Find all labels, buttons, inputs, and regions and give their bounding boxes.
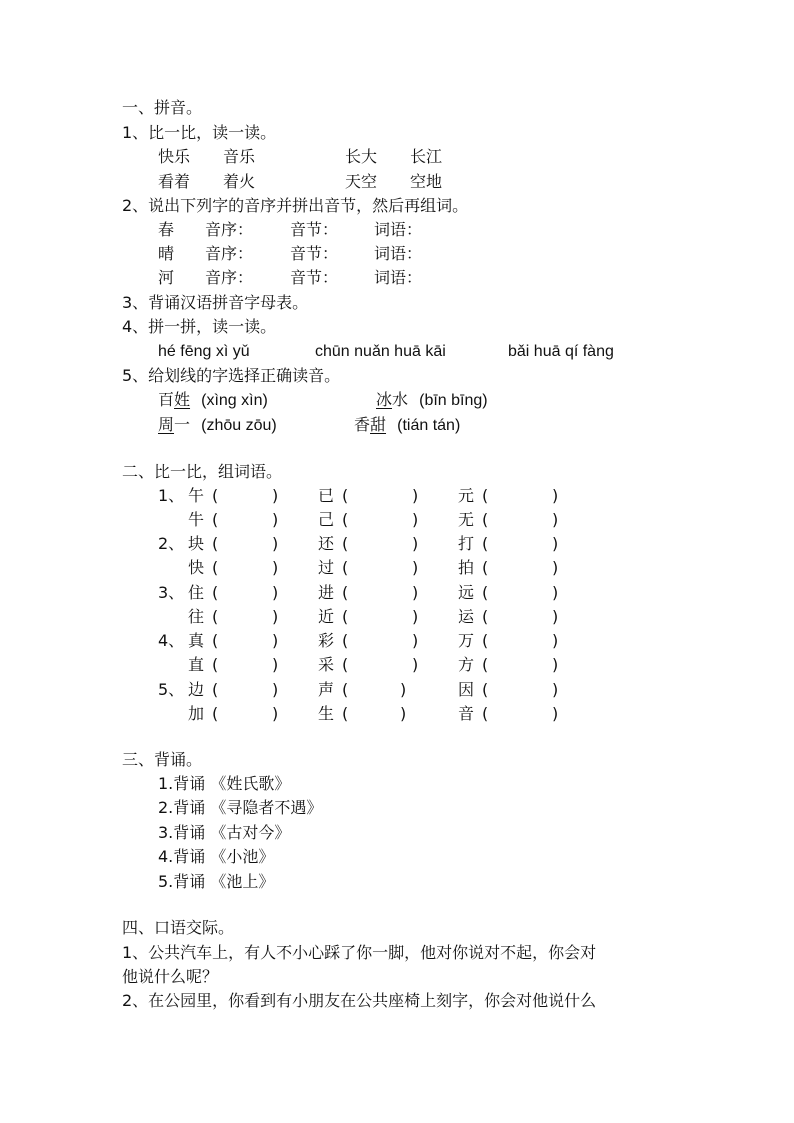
section4-title: 四、口语交际。: [122, 918, 235, 937]
pinyin-phrase: bǎi huā qí fàng: [508, 343, 614, 360]
answer-open-paren: (: [342, 680, 349, 699]
answer-open-paren: (: [342, 510, 349, 529]
q5-item: [158, 390, 268, 411]
answer-open-paren: (: [212, 558, 219, 577]
compare-char: 过: [318, 558, 335, 577]
answer-close-paren: ): [552, 510, 559, 529]
answer-open-paren: (: [212, 631, 219, 650]
q5-underlined-char: 周: [158, 415, 175, 434]
compare-char: 运: [458, 607, 475, 626]
section2-title: 二、比一比，组词语。: [122, 462, 283, 481]
answer-close-paren: ): [412, 510, 419, 529]
compare-char: 住: [188, 583, 205, 602]
recite-item: 4.背诵 《小池》: [158, 847, 275, 866]
answer-open-paren: (: [212, 583, 219, 602]
recite-item: 5.背诵 《池上》: [158, 872, 275, 891]
answer-close-paren: ): [552, 534, 559, 553]
compare-char: 真: [188, 631, 205, 650]
recite-item: 2.背诵 《寻隐者不遇》: [158, 798, 323, 817]
compare-char: 生: [318, 704, 335, 723]
group-number: 2、: [158, 534, 185, 553]
compare-char: 无: [458, 510, 475, 529]
answer-close-paren: ): [552, 607, 559, 626]
answer-open-paren: (: [212, 534, 219, 553]
q4-prompt: 4、拼一拼，读一读。: [122, 317, 277, 336]
answer-close-paren: ): [272, 583, 279, 602]
answer-open-paren: (: [482, 534, 489, 553]
compare-char: 采: [318, 655, 335, 674]
answer-close-paren: ): [552, 680, 559, 699]
q5-options: (xìng xìn): [201, 392, 268, 409]
answer-open-paren: (: [482, 486, 489, 505]
answer-open-paren: (: [212, 704, 219, 723]
q2-label: 音序：: [205, 220, 254, 239]
q1-word: 长大: [345, 147, 378, 166]
answer-open-paren: (: [482, 510, 489, 529]
answer-open-paren: (: [342, 607, 349, 626]
compare-char: 元: [458, 486, 475, 505]
q5-item: [158, 415, 277, 436]
q1-word: 空地: [410, 172, 443, 191]
answer-close-paren: ): [412, 583, 419, 602]
q5-underlined-char: 冰: [376, 390, 393, 409]
answer-open-paren: (: [482, 607, 489, 626]
answer-close-paren: ): [400, 680, 407, 699]
q1-word: 看着: [158, 172, 191, 191]
q2-label: 音节：: [290, 244, 339, 263]
answer-close-paren: ): [272, 534, 279, 553]
q2-label: 词语：: [374, 268, 423, 287]
q1-word: 天空: [345, 172, 378, 191]
compare-char: 已: [318, 486, 335, 505]
q2-label: 词语：: [374, 244, 423, 263]
compare-char: 万: [458, 631, 475, 650]
answer-open-paren: (: [482, 655, 489, 674]
answer-close-paren: ): [552, 558, 559, 577]
answer-open-paren: (: [212, 486, 219, 505]
compare-char: 直: [188, 655, 205, 674]
compare-char: 往: [188, 607, 205, 626]
answer-open-paren: (: [482, 631, 489, 650]
compare-char: 己: [318, 510, 335, 529]
group-number: 5、: [158, 680, 185, 699]
section3-title: 三、背诵。: [122, 750, 203, 769]
compare-char: 远: [458, 583, 475, 602]
q2-label: 词语：: [374, 220, 423, 239]
q2-label: 音节：: [290, 268, 339, 287]
compare-char: 块: [188, 534, 205, 553]
q1-word: 着火: [223, 172, 256, 191]
q3-prompt: 3、背诵汉语拼音字母表。: [122, 293, 309, 312]
answer-close-paren: ): [412, 486, 419, 505]
q5-options: (tián tán): [397, 417, 461, 434]
compare-char: 边: [188, 680, 205, 699]
compare-char: 音: [458, 704, 475, 723]
compare-char: 牛: [188, 510, 205, 529]
q2-char: 晴: [158, 244, 175, 263]
compare-char: 进: [318, 583, 335, 602]
pinyin-phrase: chūn nuǎn huā kāi: [315, 343, 446, 360]
q5-item: [376, 390, 488, 411]
q5-options: (zhōu zōu): [201, 417, 277, 434]
answer-open-paren: (: [212, 510, 219, 529]
answer-open-paren: (: [482, 558, 489, 577]
answer-open-paren: (: [212, 680, 219, 699]
answer-close-paren: ): [412, 631, 419, 650]
section1-title: 一、拼音。: [122, 98, 203, 117]
answer-close-paren: ): [400, 704, 407, 723]
pinyin-phrase: hé fēng xì yǔ: [158, 343, 250, 360]
answer-open-paren: (: [342, 704, 349, 723]
compare-char: 打: [458, 534, 475, 553]
compare-char: 加: [188, 704, 205, 723]
oral-question-1-cont: 他说什么呢？: [122, 967, 219, 986]
q1-word: 音乐: [223, 147, 256, 166]
answer-close-paren: ): [272, 680, 279, 699]
answer-open-paren: (: [342, 583, 349, 602]
q2-label: 音序：: [205, 244, 254, 263]
q5-char: 百: [158, 390, 175, 409]
answer-close-paren: ): [272, 558, 279, 577]
answer-close-paren: ): [272, 631, 279, 650]
compare-char: 拍: [458, 558, 475, 577]
group-number: 4、: [158, 631, 185, 650]
answer-open-paren: (: [342, 631, 349, 650]
q2-char: 春: [158, 220, 175, 239]
answer-close-paren: ): [412, 655, 419, 674]
answer-open-paren: (: [482, 680, 489, 699]
answer-close-paren: ): [552, 704, 559, 723]
answer-open-paren: (: [342, 534, 349, 553]
group-number: 1、: [158, 486, 185, 505]
answer-close-paren: ): [552, 486, 559, 505]
answer-open-paren: (: [212, 607, 219, 626]
compare-char: 方: [458, 655, 475, 674]
compare-char: 因: [458, 680, 475, 699]
answer-open-paren: (: [212, 655, 219, 674]
recite-item: 3.背诵 《古对今》: [158, 823, 291, 842]
answer-close-paren: ): [272, 655, 279, 674]
answer-open-paren: (: [342, 655, 349, 674]
q5-item: [354, 415, 460, 436]
q2-char: 河: [158, 268, 175, 287]
q1-word: 长江: [410, 147, 443, 166]
oral-question-2: 2、在公园里，你看到有小朋友在公共座椅上刻字，你会对他说什么: [122, 991, 597, 1010]
answer-close-paren: ): [552, 655, 559, 674]
q5-char: 水: [392, 390, 409, 409]
q2-label: 音序：: [205, 268, 254, 287]
q5-char: 一: [174, 415, 191, 434]
oral-question-1: 1、公共汽车上，有人不小心踩了你一脚，他对你说对不起，你会对: [122, 943, 597, 962]
compare-char: 近: [318, 607, 335, 626]
q5-underlined-char: 姓: [174, 390, 191, 409]
answer-open-paren: (: [342, 486, 349, 505]
answer-open-paren: (: [482, 583, 489, 602]
answer-close-paren: ): [412, 607, 419, 626]
answer-close-paren: ): [272, 486, 279, 505]
recite-item: 1.背诵 《姓氏歌》: [158, 774, 291, 793]
compare-char: 还: [318, 534, 335, 553]
q1-word: 快乐: [158, 147, 191, 166]
q1-prompt: 1、比一比，读一读。: [122, 123, 277, 142]
compare-char: 午: [188, 486, 205, 505]
answer-close-paren: ): [272, 510, 279, 529]
group-number: 3、: [158, 583, 185, 602]
answer-open-paren: (: [482, 704, 489, 723]
q5-char: 香: [354, 415, 371, 434]
answer-close-paren: ): [272, 704, 279, 723]
q2-label: 音节：: [290, 220, 339, 239]
q2-prompt: 2、说出下列字的音序并拼出音节，然后再组词。: [122, 196, 469, 215]
q5-options: (bīn bīng): [419, 392, 488, 409]
answer-close-paren: ): [552, 631, 559, 650]
q5-underlined-char: 甜: [370, 415, 387, 434]
answer-close-paren: ): [552, 583, 559, 602]
compare-char: 快: [188, 558, 205, 577]
compare-char: 声: [318, 680, 335, 699]
answer-close-paren: ): [272, 607, 279, 626]
answer-close-paren: ): [412, 534, 419, 553]
compare-char: 彩: [318, 631, 335, 650]
answer-close-paren: ): [412, 558, 419, 577]
q5-prompt: 5、给划线的字选择正确读音。: [122, 366, 341, 385]
answer-open-paren: (: [342, 558, 349, 577]
